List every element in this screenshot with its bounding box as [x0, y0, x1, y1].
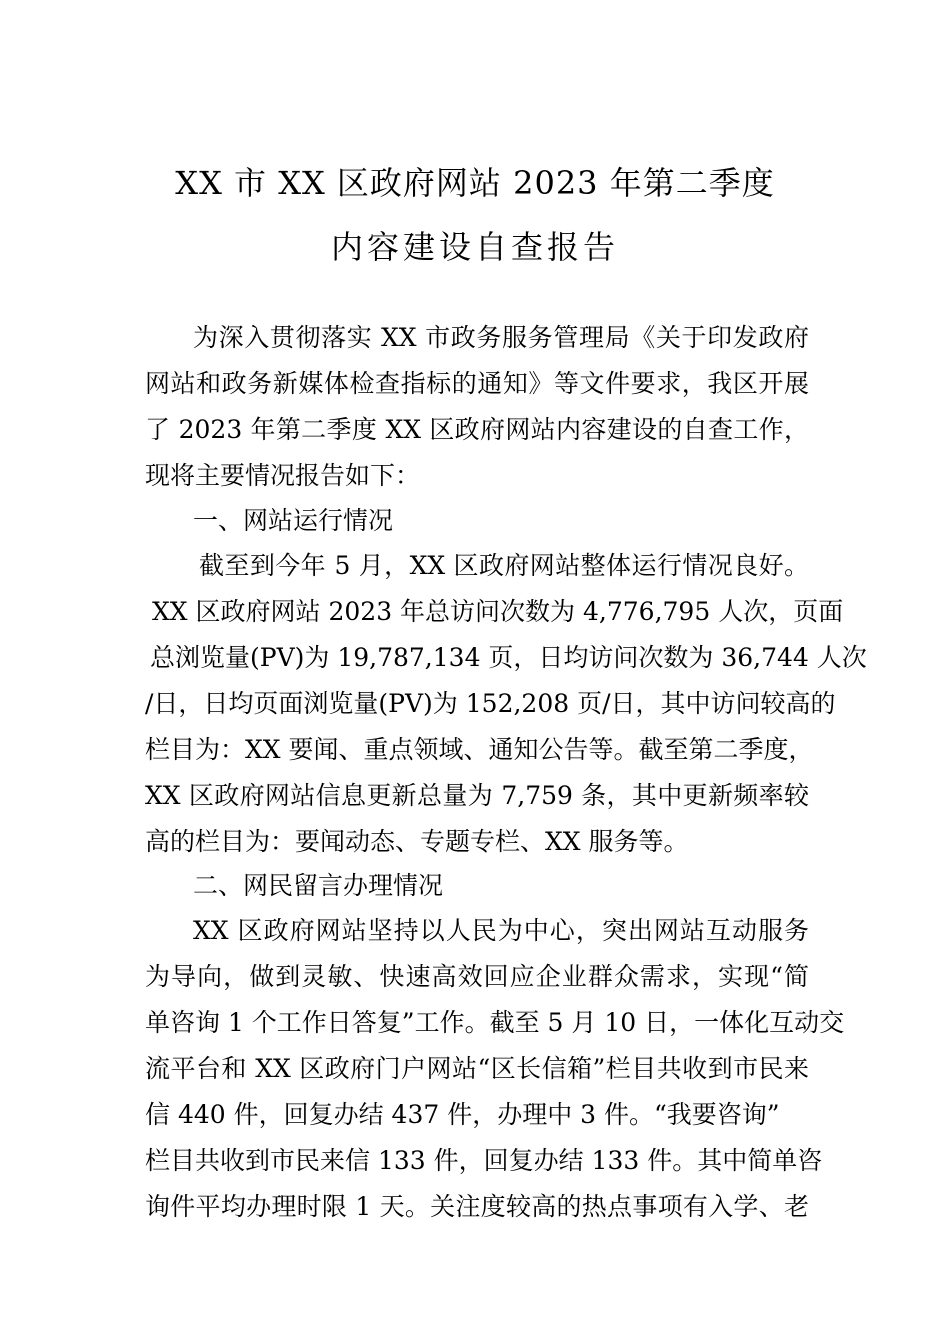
section-2-line-2: 为导向，做到灵敏、快速高效回应企业群众需求，实现“简: [145, 962, 809, 991]
section-2-line-3: 单咨询 1 个工作日答复”工作。截至 5 月 10 日，一体化互动交: [145, 1008, 845, 1037]
intro-line-2: 网站和政务新媒体检查指标的通知》等文件要求，我区开展: [145, 369, 809, 398]
intro-line-4: 现将主要情况报告如下：: [145, 461, 421, 490]
section-1-line-2: XX 区政府网站 2023 年总访问次数为 4,776,795 人次，页面: [152, 597, 844, 626]
section-1-line-6: XX 区政府网站信息更新总量为 7,759 条，其中更新频率较: [145, 781, 809, 810]
section-2-line-5: 信 440 件，回复办结 437 件，办理中 3 件。“我要咨询”: [145, 1100, 780, 1129]
intro-line-1: 为深入贯彻落实 XX 市政务服务管理局《关于印发政府: [193, 323, 809, 352]
section-2-heading: 二、网民留言办理情况: [193, 871, 444, 900]
section-2-line-6: 栏目共收到市民来信 133 件，回复办结 133 件。其中简单咨: [145, 1146, 823, 1175]
section-1-line-1: 截至到今年 5 月，XX 区政府网站整体运行情况良好。: [199, 551, 809, 580]
section-1-line-5: 栏目为：XX 要闻、重点领域、通知公告等。截至第二季度，: [145, 735, 814, 764]
section-1-heading: 一、网站运行情况: [193, 506, 394, 535]
section-2-line-4: 流平台和 XX 区政府门户网站“区长信箱”栏目共收到市民来: [145, 1054, 809, 1083]
intro-line-3: 了 2023 年第二季度 XX 区政府网站内容建设的自查工作，: [145, 415, 809, 444]
document-title-line-2: 内容建设自查报告: [330, 228, 619, 266]
document-title-line-1: XX 市 XX 区政府网站 2023 年第二季度: [175, 164, 775, 202]
section-1-line-4: /日，日均页面浏览量(PV)为 152,208 页/日，其中访问较高的: [145, 689, 836, 718]
section-2-line-7: 询件平均办理时限 1 天。关注度较高的热点事项有入学、老: [145, 1192, 809, 1221]
section-1-line-3: 总浏览量(PV)为 19,787,134 页，日均访问次数为 36,744 人次: [150, 643, 867, 672]
section-2-line-1: XX 区政府网站坚持以人民为中心，突出网站互动服务: [193, 916, 809, 945]
section-1-line-7: 高的栏目为：要闻动态、专题专栏、XX 服务等。: [145, 827, 689, 856]
